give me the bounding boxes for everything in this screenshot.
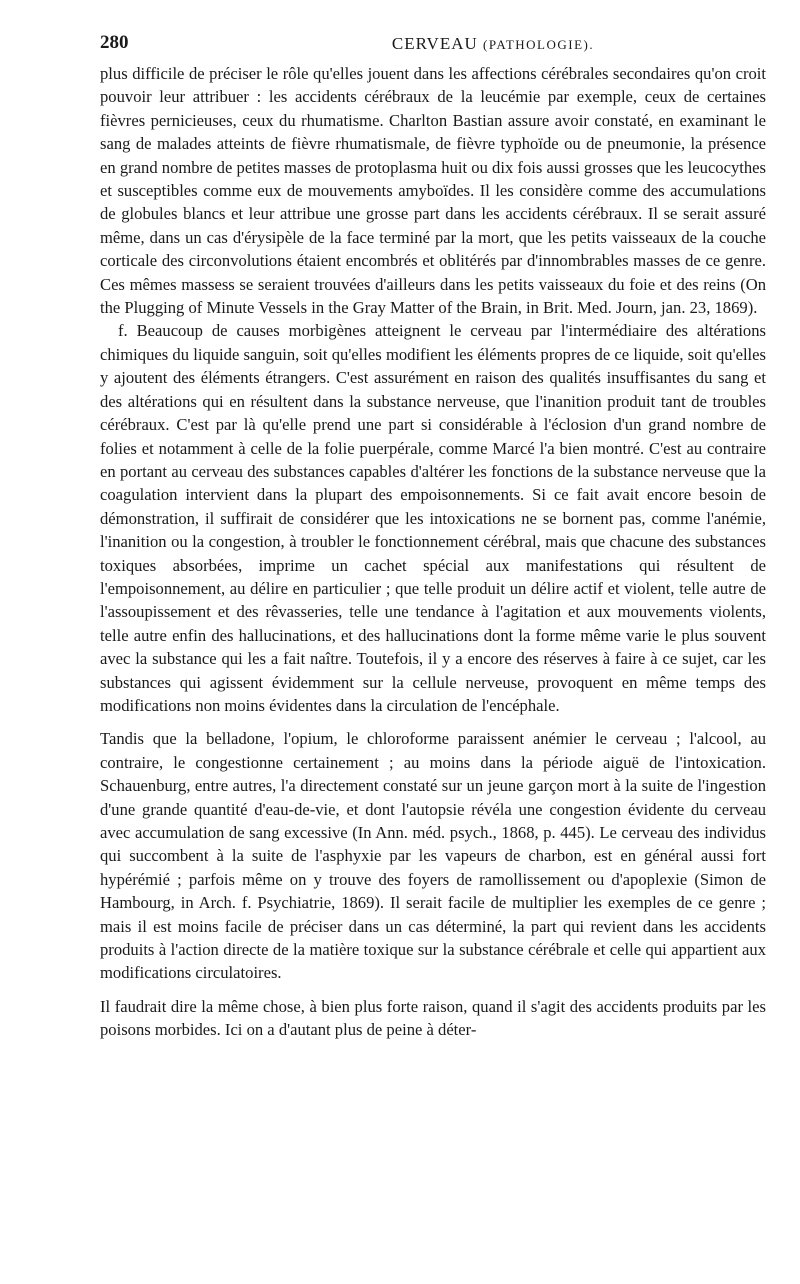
running-head: [100, 22, 766, 62]
running-title: [100, 34, 766, 54]
body-text: [100, 62, 766, 1042]
page-number: 280: [100, 32, 129, 53]
chapter-title: CERVEAU: [391, 34, 478, 53]
paragraph-section-f: f. Beaucoup de causes morbigènes atteignent le cerveau par l'intermédiaire des altérations chimiques du liquide sanguin, soit qu'elles modifient les éléments propres de ce liquide, soit qu'elles y ajoutent des éléments étrangers. C'est assurément en raison des qualités insuffisantes du sang et des altérations qui en résultent dans la substance nerveuse, que l'inanition produit tant de troubles cérébraux. C'est par là qu'elle prend une part si considérable à l'éclosion d'un grand nombre de folies et notamment à celle de la folie puerpérale, comme Marcé l'a bien montré. C'est au contraire en portant au cerveau des substances capables d'altérer les fonctions de la substance nerveuse que la coagulation intervient dans la plupart des empoisonnements. Si ce fait avait encore besoin de démonstration, il suffirait de considérer que les intoxications ne se bornent pas, comme l'anémie, l'inanition ou la congestion, à troubler le fonctionnement cérébral, mais que chacune des substances toxiques absorbées, imprime un cachet spécial aux manifestations qui résultent de l'empoisonnement, au délire en particulier ; que telle produit un délire actif et violent, telle autre de l'assoupissement et des rêvasseries, telle une tendance à l'agitation et aux mouvements violents, telle autre enfin des hallucinations, et des hallucinations dont la forme même varie le plus souvent avec la substance qui les a fait naître. Toutefois, il y a encore des réserves à faire à ce sujet, car les substances qui agissent évidemment sur la cellule nerveuse, provoquent en même temps des modifications non moins évidentes dans la circulation de l'encéphale.: [100, 321, 766, 715]
paragraph-belladone: Tandis que la belladone, l'opium, le chloroforme paraissent anémier le cerveau ; l'alcool, au contraire, le congestionne certainement ; au moins dans la période aiguë de l'intoxication. Schauenburg, entre autres, l'a directement constaté sur un jeune garçon mort à la suite de l'ingestion d'une grande quantité d'eau-de-vie, et dont l'autopsie révéla une congestion évidente du cerveau avec accumulation de sang excessive (In Ann. méd. psych., 1868, p. 445). Le cerveau des individus qui succombent à la suite de l'asphyxie par les vapeurs de charbon, est en général aussi fort hypérémié ; parfois même on y trouve des foyers de ramollissement ou d'apoplexie (Simon de Hambourg, in Arch. f. Psychiatrie, 1869). Il serait facile de multiplier les exemples de ce genre ; mais il est moins facile de préciser dans un cas déterminé, la part qui revient dans les accidents produits à l'action directe de la matière toxique sur la substance cérébrale et celle qui appartient aux modifications circulatoires.: [100, 729, 766, 983]
chapter-subtitle: (PATHOLOGIE).: [483, 37, 595, 52]
paragraph-continuation: plus difficile de préciser le rôle qu'elles jouent dans les affections cérébrales secondaires qu'on croit pouvoir leur attribuer : les accidents cérébraux de la leucémie par exemple, ceux de certaines fièvres pernicieuses, ceux du rhumatisme. Charlton Bastian assure avoir constaté, en examinant le sang de malades atteints de fièvre rhumatismale, de fièvre typhoïde ou de pneumonie, la présence en grand nombre de petites masses de protoplasma huit ou dix fois aussi grosses que les leucocythes et susceptibles comme eux de mouvements amyboïdes. Il les considère comme des accumulations de globules blancs et leur attribue une grosse part dans les accidents cérébraux. Il se serait assuré même, dans un cas d'érysipèle de la face terminé par la mort, que les petits vaisseaux de la couche corticale des circonvolutions étaient encombrés et oblitérés par d'innombrables masses de ce genre. Ces mêmes massess se seraient trouvées d'ailleurs dans les petits vaisseaux du foie et des reins (On the Plugging of Minute Vessels in the Gray Matter of the Brain, in Brit. Med. Journ, jan. 23, 1869).: [100, 64, 766, 318]
paragraph-poisons-morbides: Il faudrait dire la même chose, à bien plus forte raison, quand il s'agit des accidents produits par les poisons morbides. Ici on a d'autant plus de peine à déter-: [100, 996, 766, 1040]
